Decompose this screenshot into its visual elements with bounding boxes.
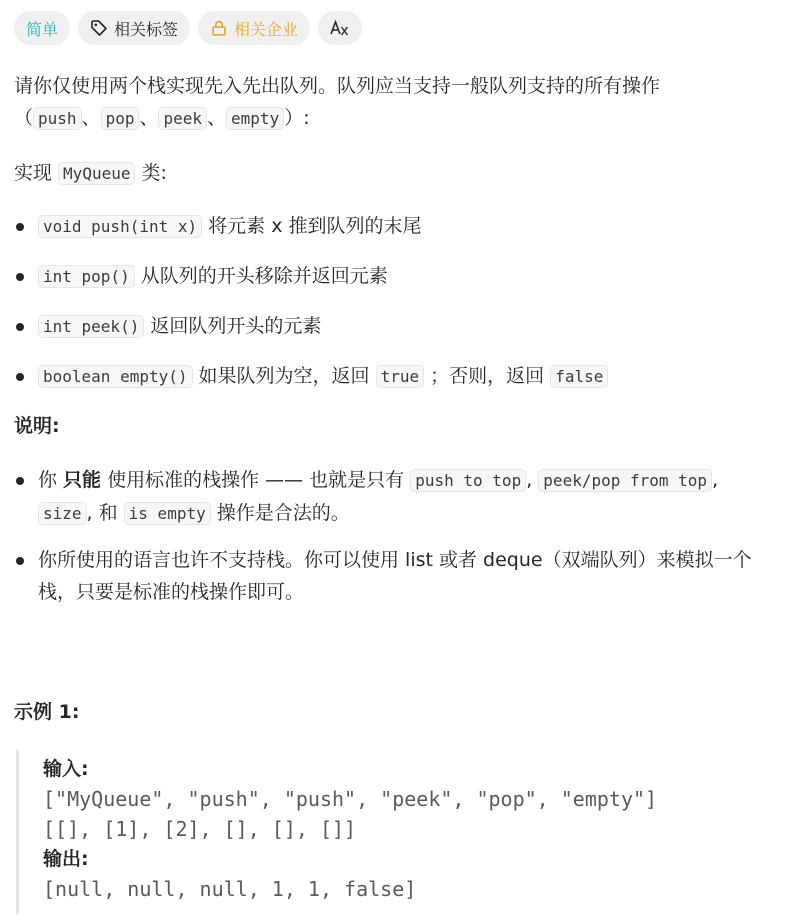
op-peek: peek xyxy=(158,107,207,130)
tag-bar xyxy=(14,10,772,46)
notes-list xyxy=(14,464,772,608)
output-line: [null, null, null, 1, 1, false] xyxy=(43,877,417,901)
difficulty-label: 简单 xyxy=(26,19,59,39)
input-label: 输入: xyxy=(43,758,89,780)
tag-icon xyxy=(90,19,108,37)
intro-text: 请你仅使用两个栈实现先入先出队列。队列应当支持一般队列支持的所有操作 （ push 、 pop 、 peek 、 empty ）: xyxy=(14,75,661,129)
list-item: 你 只能 使用标准的栈操作 —— 也就是只有 push to top , peek/pop from top , size , 和 is empty 操作是合法的。 xyxy=(14,464,772,530)
op-empty: empty xyxy=(226,107,284,130)
list-item: void push(int x) 将元素 x 推到队列的末尾 xyxy=(14,210,772,243)
input-line: ["MyQueue", "push", "push", "peek", "pop", "empty"] xyxy=(43,787,658,811)
class-name: MyQueue xyxy=(58,162,135,185)
related-tags-button[interactable] xyxy=(78,11,190,45)
op-pop: pop xyxy=(101,107,140,130)
op-push: push xyxy=(33,107,82,130)
method-list xyxy=(14,210,772,393)
list-item: int peek() 返回队列开头的元素 xyxy=(14,310,772,343)
related-companies-label: 相关企业 xyxy=(234,19,299,39)
translate-icon xyxy=(329,19,351,37)
translate-button[interactable] xyxy=(318,11,362,45)
related-companies-button[interactable] xyxy=(198,11,310,45)
output-label: 输出: xyxy=(43,848,89,870)
list-item: 你所使用的语言也许不支持栈。你可以使用 list 或者 deque（双端队列）来模拟一个栈，只要是标准的栈操作即可。 xyxy=(14,544,772,608)
implement-text: 实现 MyQueue 类: xyxy=(14,162,167,184)
related-tags-label: 相关标签 xyxy=(114,19,179,39)
example-title: 示例 1: xyxy=(14,701,80,723)
notes-heading: 说明: xyxy=(14,415,60,437)
list-item: int pop() 从队列的开头移除并返回元素 xyxy=(14,260,772,293)
lock-icon xyxy=(210,19,228,37)
input-line: [[], [1], [2], [], [], []] xyxy=(43,817,357,841)
list-item: boolean empty() 如果队列为空，返回 true ；否则，返回 false xyxy=(14,360,772,393)
example-block xyxy=(16,750,772,914)
difficulty-badge[interactable] xyxy=(14,11,70,45)
